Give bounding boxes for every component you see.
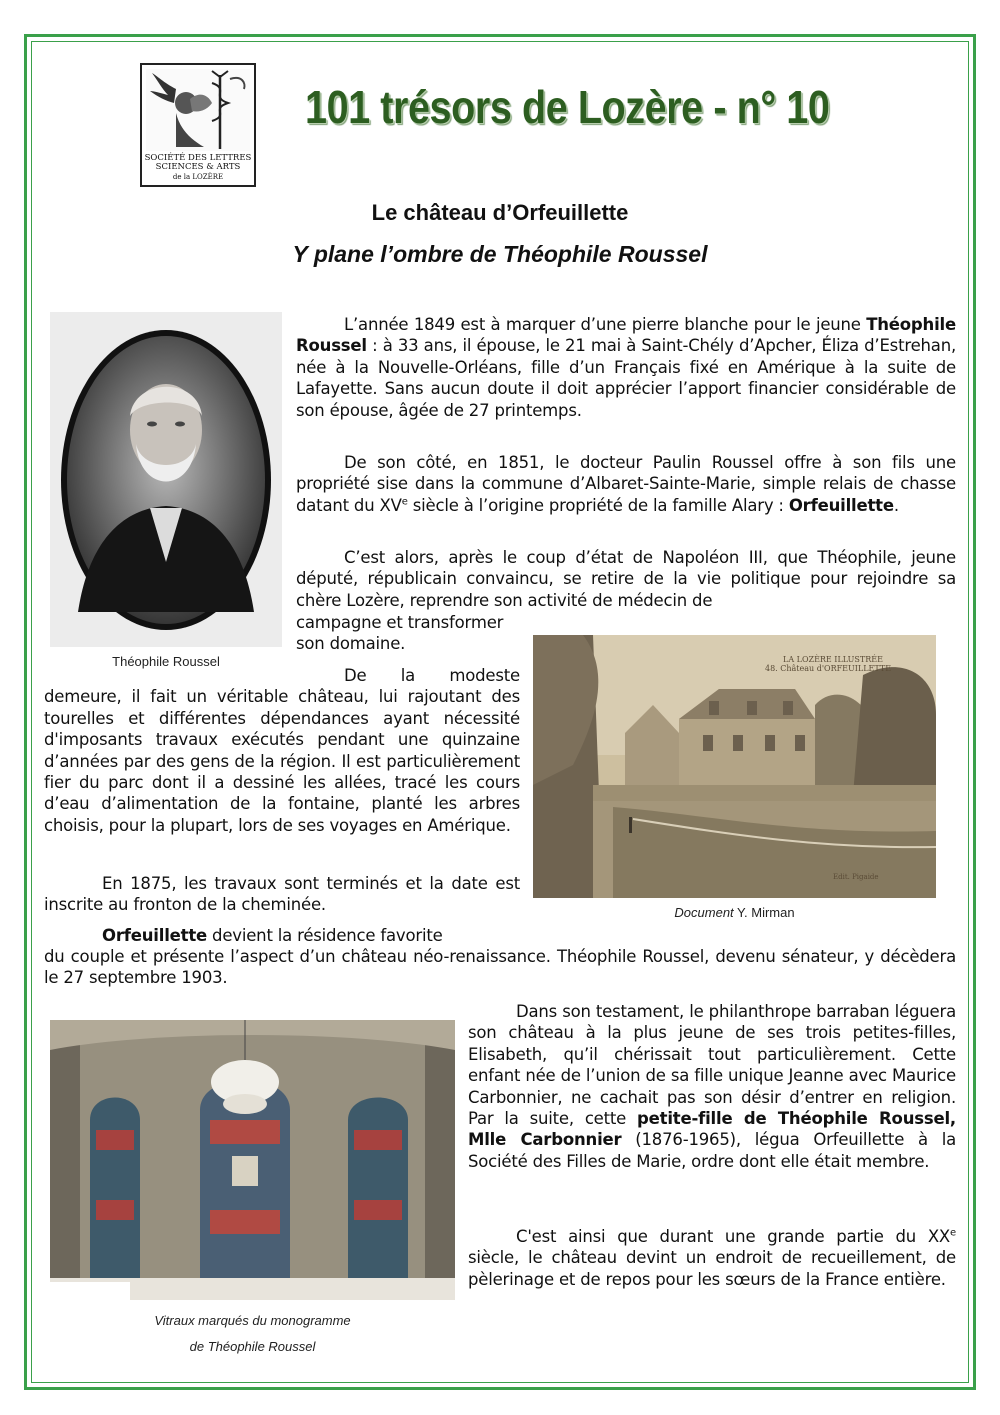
name-theophile-roussel: Théophile Roussel (296, 315, 956, 356)
paragraph-8: C'est ainsi que durant une grande partie du XXe siècle, le château devint un endroit de recueillement, de pèlerinage et de repos pour les sœurs de la France entière. (468, 1227, 956, 1289)
paragraph-6: Orfeuillette devient la résidence favorite (102, 926, 443, 945)
postcard-caption (533, 905, 936, 920)
article-title: Le château d’Orfeuillette (371, 200, 629, 225)
logo-line-3: de la LOZÈRE (172, 173, 224, 181)
granddaughter-name: petite-fille de Théophile Roussel, Mlle Carbonnier (468, 1109, 956, 1150)
paragraph-3-continued: campagne et transformer son domaine. (296, 613, 504, 654)
paragraph-7: Dans son testament, le philanthrope barraban léguera son château à la plus jeune de ses trois petites-filles, Elisabeth, qu’il chérissait tout particulièrement. Cette enfant née de l’union de sa fille unique Jeanne avec Maurice Carbonnier, ne cachait pas son désir d’entrer en religion. Par la suite, cette petite-fille de Théophile Roussel, Mlle Carbonnier (1876-1965), légua Orfeuillette à la Société des Filles de Marie, ordre dont elle était membre. (468, 1002, 956, 1171)
society-logo (140, 63, 256, 187)
article-subtitle: Y plane l’ombre de Théophile Roussel (292, 241, 708, 267)
stained-glass-photo (50, 1020, 455, 1300)
paragraph-2: De son côté, en 1851, le docteur Paulin Roussel offre à son fils une propriété sise dans la commune d’Albaret-Sainte-Marie, simple relais de chasse datant du XVe siècle à l’origine propriété de la famille Alary : Orfeuillette. (296, 453, 956, 515)
paragraph-1: L’année 1849 est à marquer d’une pierre blanche pour le jeune Théophile Roussel : à 33 ans, il épouse, le 21 mai à Saint-Chély d’Apcher, Éliza d’Estrehan, née à la Nouvelle-Orléans, fille d’un Français fixé en Amérique à la suite de Lafayette. Sans aucun doute il doit apprécier l’apport financier considérable de son épouse, âgée de 27 printemps. (296, 315, 956, 420)
logo-line-2: SCIENCES & ARTS (155, 162, 241, 172)
mercury-emblem-icon (146, 69, 250, 151)
portrait-caption: Théophile Roussel (112, 654, 220, 669)
paragraph-5: En 1875, les travaux sont terminés et la date est inscrite au fronton de la cheminée. (44, 874, 520, 915)
postcard-caption-rest: Y. Mirman (733, 905, 795, 920)
postcard-publisher: Edit. Pigaide (833, 873, 879, 881)
windows-caption-2: de Théophile Roussel (189, 1339, 316, 1354)
windows-caption-1: Vitraux marqués du monogramme (154, 1313, 351, 1328)
portrait-photo (50, 312, 282, 647)
paragraph-3: C’est alors, après le coup d’état de Napoléon III, que Théophile, jeune député, républicain convaincu, se retire de la vie politique pour rejoindre sa chère Lozère, reprendre son activité de médecin de (296, 548, 956, 610)
postcard-photo (533, 635, 936, 898)
paragraph-6-continued: du couple et présente l’aspect d’un château néo-renaissance. Théophile Roussel, devenu sénateur, y décèdera le 27 septembre 1903. (44, 947, 956, 988)
series-title: 101 trésors de Lozère - n° 10 (305, 81, 830, 133)
postcard-label-1: LA LOZÈRE ILLUSTRÉE (783, 655, 883, 664)
postcard-label-2: 48. Château d'ORFEUILLETTE (765, 664, 892, 673)
logo-line-1: SOCIÉTÉ DES LETTRES (144, 153, 252, 163)
name-orfeuillette-2: Orfeuillette (102, 926, 208, 945)
paragraph-4: De la modeste demeure, il fait un véritable château, lui rajoutant des tourelles et différentes dépendances ayant nécessité d'imposants travaux exécutés pendant une quinzaine d’années par des gens de la région. Il est particulièrement fier du parc dont il a dessiné les allées, tracé les cours d’eau d’alimentation de la fontaine, planté les arbres choisis, pour la plupart, lors de ses voyages en Amérique. (44, 666, 520, 835)
name-orfeuillette: Orfeuillette (788, 495, 894, 515)
postcard-caption-italic: Document (674, 905, 734, 920)
